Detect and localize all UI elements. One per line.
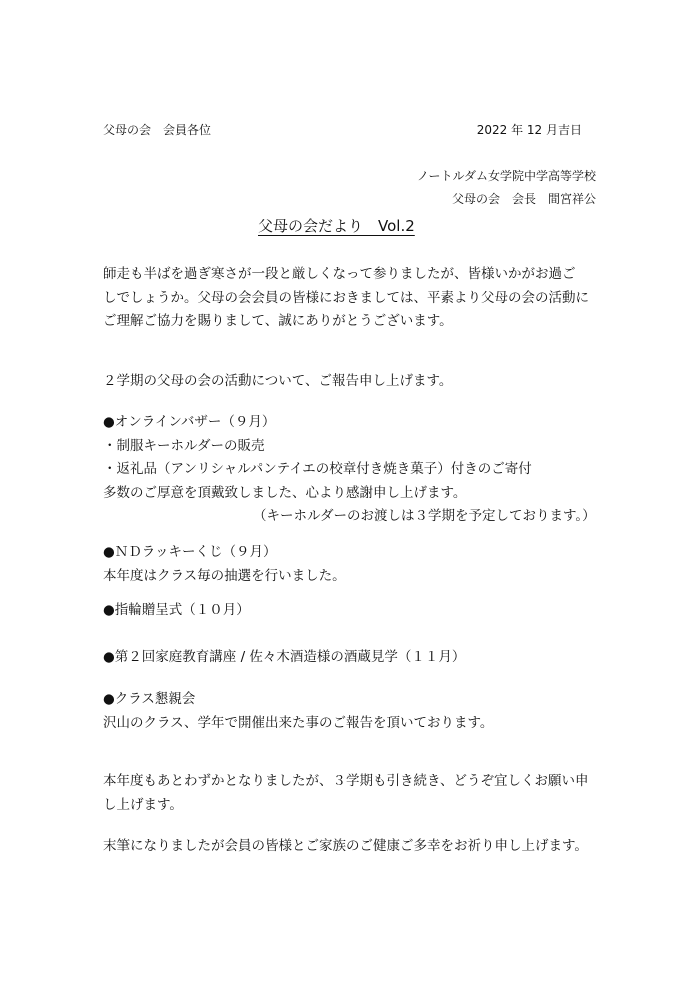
activity-class-social	[103, 688, 623, 735]
final-remark: 末筆になりましたが会員の皆様とご家族のご健康ご多幸をお祈り申し上げます。	[103, 838, 588, 854]
activity-heading: ●クラス懇親会	[103, 691, 196, 707]
greeting-line: しでしょうか。父母の会会員の皆様におきましては、平素より父母の会の活動に	[103, 289, 589, 306]
activity-online-bazaar	[103, 411, 623, 529]
activity-line: ・制服キーホルダーの販売	[103, 437, 265, 454]
report-intro: ２学期の父母の会の活動について、ご報告申し上げます。	[103, 373, 453, 389]
activity-ring-ceremony	[103, 599, 623, 623]
closing-paragraph	[103, 770, 623, 817]
activity-heading: ●ＮＤラッキーくじ（９月）	[103, 544, 277, 560]
newsletter-title: 父母の会だより Vol.2	[258, 217, 415, 235]
activity-note: （キーホルダーのお渡しは３学期を予定しております。）	[253, 508, 596, 524]
activity-line: 多数のご厚意を頂戴致しました、心より感謝申し上げます。	[103, 484, 467, 501]
activity-education-lecture	[103, 646, 623, 670]
addressee: 父母の会 会員各位	[103, 123, 212, 137]
sender-school: ノートルダム女学院中学高等学校	[416, 169, 596, 183]
activity-line: 本年度はクラス毎の抽選を行いました。	[103, 567, 346, 584]
closing-line: 本年度もあとわずかとなりましたが、３学期も引き続き、どうぞ宜しくお願い申	[103, 773, 589, 789]
activity-heading: ●オンラインバザー（９月）	[103, 414, 276, 430]
activity-lucky-draw	[103, 541, 623, 588]
activity-line: ・返礼品（アンリシャルパンテイエの校章付き焼き菓子）付きのご寄付	[103, 461, 532, 477]
activity-line: 沢山のクラス、学年で開催出来た事のご報告を頂いております。	[103, 714, 494, 731]
sender-block	[417, 165, 596, 211]
greeting-paragraph	[103, 263, 623, 334]
letter-date: 2022 年 12 月吉日	[476, 123, 582, 137]
greeting-line: ご理解ご協力を賜りまして、誠にありがとうございます。	[103, 313, 453, 329]
closing-line: し上げます。	[103, 796, 183, 813]
greeting-line: 師走も半ばを過ぎ寒さが一段と厳しくなって参りましたが、皆様いかがお過ご	[103, 266, 576, 282]
activity-heading: ●第２回家庭教育講座 / 佐々木酒造様の酒蔵見学（１１月）	[103, 649, 466, 665]
activity-heading: ●指輪贈呈式（１０月）	[103, 602, 250, 618]
sender-name: 父母の会 会長 間宮祥公	[451, 192, 596, 206]
